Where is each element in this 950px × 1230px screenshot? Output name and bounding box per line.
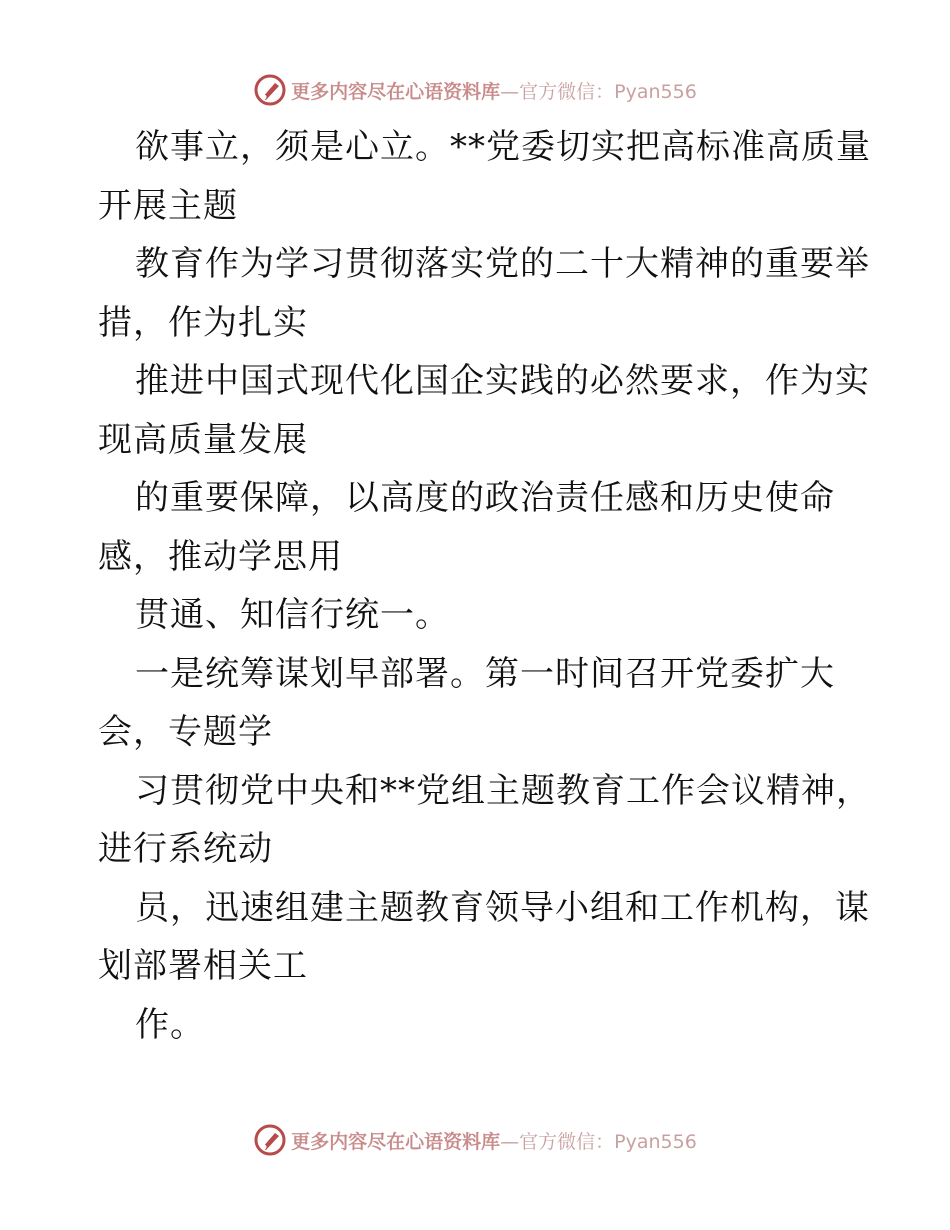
text-line: 贯通、知信行统一。 (135, 595, 450, 635)
document-body (98, 118, 871, 1054)
footer-watermark (0, 1120, 950, 1160)
text-line: 会，专题学 (98, 712, 273, 752)
text-line: 进行系统动 (98, 829, 273, 869)
text-line: 一是统筹谋划早部署。第一时间召开党委扩大 (135, 653, 835, 694)
pen-logo-icon (253, 73, 287, 107)
text-line: 员，迅速组建主题教育领导小组和工作机构，谋 (135, 887, 870, 928)
text-line: 划部署相关工 (98, 946, 308, 986)
text-line: 教育作为学习贯彻落实党的二十大精神的重要举 (135, 244, 870, 284)
text-line: 的重要保障，以高度的政治责任感和历史使命 (135, 478, 835, 518)
watermark-main-text: 更多内容尽在心语资料库 (291, 1130, 501, 1153)
text-line: 习贯彻党中央和**党组主题教育工作会议精神， (135, 770, 871, 811)
text-line: 推进中国式现代化国企实践的必然要求，作为实 (135, 361, 870, 401)
text-line: 欲事立，须是心立。**党委切实把高标准高质量 (135, 127, 871, 167)
text-line: 作。 (135, 1004, 205, 1045)
watermark-sub-text: —官方微信：Pyan556 (500, 80, 697, 103)
header-watermark (0, 70, 950, 110)
watermark-sub-text: —官方微信：Pyan556 (500, 1130, 697, 1153)
text-line: 开展主题 (98, 185, 238, 226)
text-line: 现高质量发展 (98, 419, 308, 460)
text-line: 感，推动学思用 (98, 536, 343, 577)
watermark-main-text: 更多内容尽在心语资料库 (291, 80, 501, 103)
pen-logo-icon (253, 1123, 287, 1157)
text-line: 措，作为扎实 (98, 302, 308, 343)
